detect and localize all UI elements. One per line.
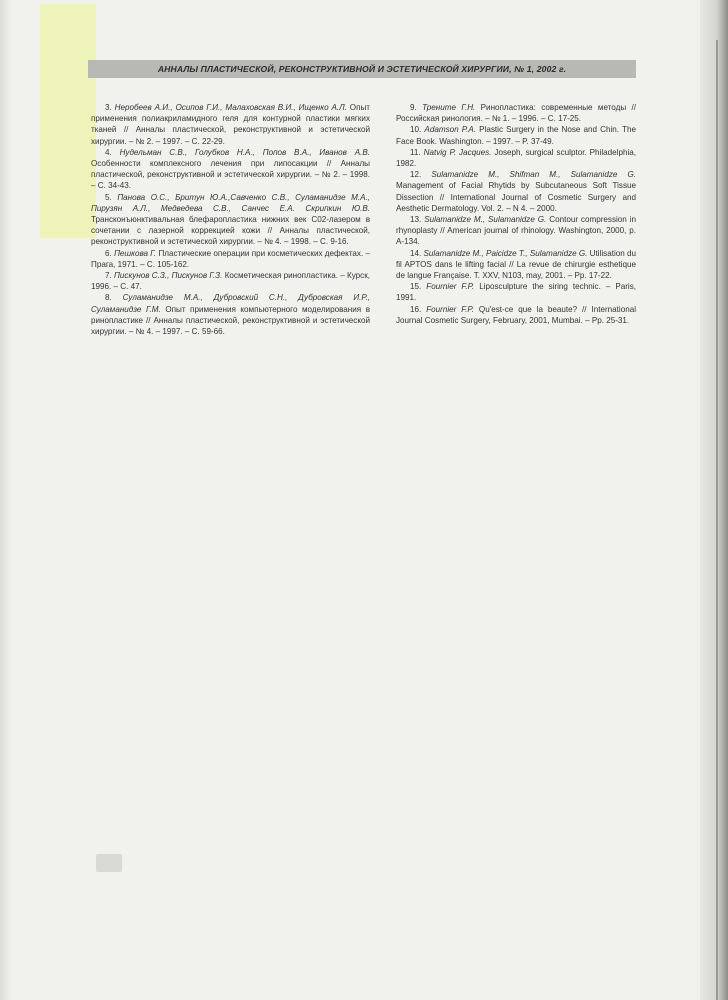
page-binding-line <box>716 40 718 1000</box>
reference-item <box>91 147 370 192</box>
reference-item <box>91 270 370 292</box>
reference-item <box>91 192 370 248</box>
reference-item <box>396 304 636 326</box>
reference-number: 5. <box>105 192 112 202</box>
reference-authors: Неробеев А.И., Осипов Г.И., Малаховская В.И., Ищенко А.Л. <box>114 103 347 112</box>
reference-number: 11. <box>410 147 421 157</box>
sticky-note-highlight <box>40 4 96 238</box>
reference-authors: Нудельман С.В., Голубков Н.А., Попов В.А., Иванов А.В. <box>119 147 370 157</box>
reference-text: Опыт применения полиакриламидного геля для контурной пластики мягких тканей // Анналы пластической, реконструктивной и эстетической хирургии. – № 2. – 1997. – С. 22-29. <box>91 103 370 146</box>
reference-authors: Fournier F.P. <box>426 304 474 314</box>
reference-authors: Трените Г.Н. <box>422 103 476 112</box>
reference-number: 9. <box>410 103 417 112</box>
reference-text: Joseph, surgical sculptor. Philadelphia, 1982. <box>396 147 636 169</box>
reference-authors: Adamson P.A. <box>424 125 477 135</box>
running-header-title: АННАЛЫ ПЛАСТИЧЕСКОЙ, РЕКОНСТРУКТИВНОЙ И ЭСТЕТИЧЕСКОЙ ХИРУРГИИ, № 1, 2002 г. <box>157 64 567 74</box>
reference-text: Management of Facial Rhytids by Subcutaneous Soft Tissue Dissection // International Journal of Cosmetic Surgery and Aesthetic Dermatology. Vol. 2. – N 4. – 2000. <box>396 181 636 213</box>
reference-number: 7. <box>105 271 112 281</box>
reference-item <box>91 292 370 337</box>
reference-authors: Панова О.С., Бритун Ю.А.,Савченко С.В., Суламанидзе М.А., Пирузян А.Л., Медведева С.В., Санчес Е.А. Скрипкин Ю.В. <box>91 192 371 213</box>
reference-text: Пластические операции при косметических дефектах. – Прага, 1971. – С. 105-162. <box>91 248 371 269</box>
reference-item <box>91 248 370 270</box>
reference-item <box>396 169 636 214</box>
reference-text: Qu'est-ce que la beaute? // International Journal Cosmetic Surgery, February, 2001, Mumbai. – Pp. 25-31. <box>396 304 637 325</box>
reference-number: 10. <box>410 125 422 135</box>
reference-authors: Natvig P. Jacques. <box>423 147 492 157</box>
running-header <box>88 60 636 78</box>
reference-number: 6. <box>105 248 112 258</box>
page-right-edge <box>700 0 728 1000</box>
reference-number: 16. <box>410 304 422 314</box>
reference-authors: Пешкова Г. <box>114 248 157 258</box>
reference-text: Косметическая ринопластика. – Курск, 1996. – С. 47. <box>91 271 371 292</box>
reference-authors: Пискунов С.З., Пискунов Г.З. <box>114 271 223 281</box>
reference-authors: Sulamanidze M., Sulamanidze G. <box>424 215 547 225</box>
reference-authors: Fournier F.P. <box>426 282 475 292</box>
reference-number: 14. <box>410 248 422 258</box>
references-left-column <box>91 102 370 337</box>
reference-text: Contour compression in rhynoplasty // American journal of rhinology. Washington, 2000, p. A-134. <box>396 215 637 247</box>
reference-item <box>396 214 636 248</box>
reference-authors: Суламанидзе М.А., Дубровский С.Н., Дубровская И.Р., Суламанидзе Г.М. <box>91 293 371 314</box>
reference-item <box>91 102 370 147</box>
reference-text: Liposculpture the siring technic. – Paris, 1991. <box>396 282 637 303</box>
page-number-box <box>96 854 122 872</box>
reference-item <box>396 102 636 124</box>
reference-item <box>396 281 636 303</box>
reference-number: 13. <box>410 215 422 225</box>
reference-text: Ринопластика: современные методы // Российская ринология. – № 1. – 1996. – С. 17-25. <box>396 103 637 124</box>
references-right-column <box>396 102 636 326</box>
reference-authors: Sulamanidze M., Shifman M., Sulamanidze G. <box>431 170 637 180</box>
reference-text: Опыт применения компьютерного моделирования в ринопластике // Анналы пластической, реконструктивной и эстетической хирургии. – № 4. – 1997. – С. 59-66. <box>91 304 370 337</box>
reference-number: 15. <box>410 282 422 292</box>
reference-number: 8. <box>105 293 112 303</box>
page-left-shadow <box>0 0 12 1000</box>
reference-item <box>396 124 636 146</box>
reference-number: 12. <box>410 170 422 180</box>
reference-text: Особенности комплексного лечения при липосакции // Анналы пластической, реконструктивной и эстетической хирургии. – № 2. – 1998. – С. 34-43. <box>91 159 370 191</box>
reference-number: 4. <box>105 147 112 157</box>
reference-text: Utilisation du fil APTOS dans le lifting facial // La revue de chirurgie esthetique de langue Française. T. XXV, N103, may, 2001. – Pp. 17-22. <box>396 248 637 281</box>
reference-authors: Sulamanidze M., Paicidze T., Sulamanidze G. <box>423 248 588 258</box>
reference-item <box>396 147 636 169</box>
reference-text: Трансконъюнктивальная блефаропластика нижних век С02-лазером в сочетании с лазерной коррекцией кожи // Анналы пластической, реконструктивной и эстетической хирургии. – № 4. – 1998. – С. 9-16. <box>91 215 370 247</box>
reference-number: 3. <box>105 103 112 112</box>
reference-text: Plastic Surgery in the Nose and Chin. The Face Book. Washington. – 1997. – P. 37-49. <box>396 125 637 146</box>
reference-item <box>396 248 636 282</box>
